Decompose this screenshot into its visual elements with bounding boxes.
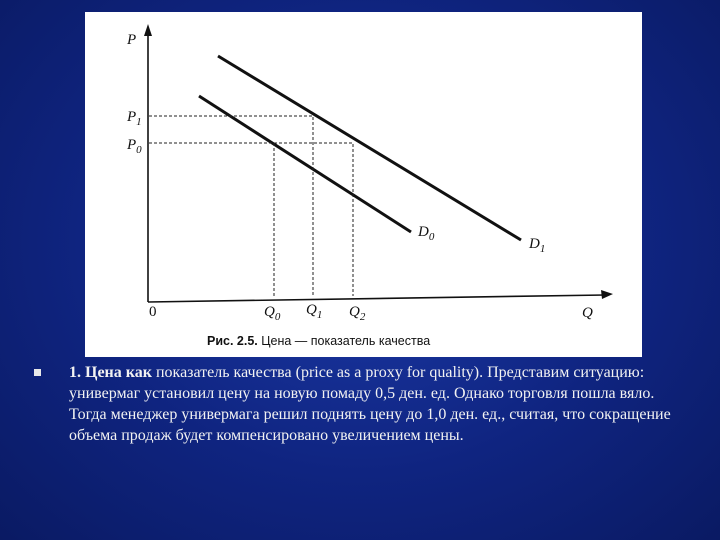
p0-label: $P_0$	[127, 137, 142, 156]
axis-q-label: Q	[582, 305, 593, 321]
axis-p-label: P	[127, 32, 137, 48]
q0-label: $Q_0$	[264, 304, 281, 323]
paragraph-bold: 1. Цена как	[69, 364, 152, 381]
curve-d1	[218, 56, 521, 240]
demand-diagram	[85, 12, 642, 357]
origin-label: 0	[149, 304, 157, 320]
diagram-svg	[85, 12, 642, 357]
q1-label: $Q_1$	[306, 302, 323, 321]
paragraph-text	[69, 362, 689, 446]
q-axis-arrow	[601, 290, 613, 299]
q-axis	[148, 295, 605, 302]
p1-label: $P_1$	[127, 109, 142, 128]
square-bullet-icon	[34, 369, 41, 376]
d0-label: $D_0$	[418, 224, 435, 243]
p-axis-arrow	[144, 24, 152, 36]
figure-caption: Рис. 2.5. Цена — показатель качества	[207, 334, 431, 348]
d1-label: $D_1$	[529, 236, 546, 255]
paragraph-body: показатель качества (price as a proxy for quality). Представим ситуацию: универмаг установил цену на новую помаду 0,5 ден. ед. Однако торговля пошла вяло. Тогда менеджер универмага решил поднять цену до 1,0 ден. ед., считая, что сокращение объема продаж будет компенсировано увеличением цены.	[69, 364, 671, 444]
guide-p0-q0	[149, 143, 274, 297]
q2-label: $Q_2$	[349, 304, 366, 323]
